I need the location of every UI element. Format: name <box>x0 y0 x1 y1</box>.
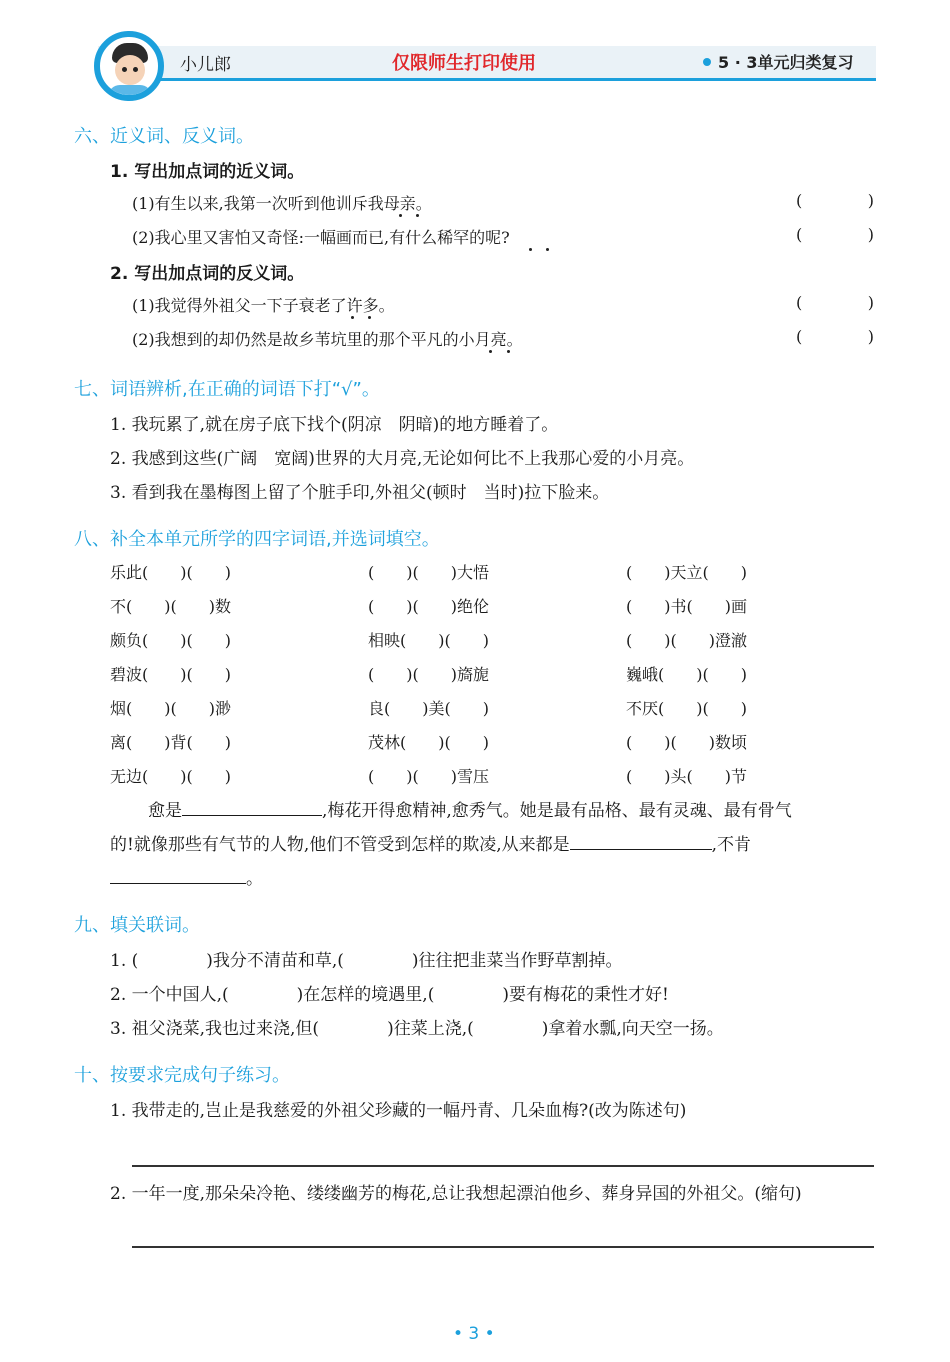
s10-answer-line-2[interactable] <box>132 1246 874 1248</box>
s6-q1-answer-1[interactable]: ( ) <box>796 191 874 210</box>
section-8-title: 八、补全本单元所学的四字词语,并选词填空。 <box>74 529 440 550</box>
idiom-r7-c1[interactable]: 无边( )( ) <box>110 767 231 786</box>
s8-blank-2[interactable] <box>570 831 712 850</box>
idiom-r7-c3[interactable]: ( )头( )节 <box>626 767 747 786</box>
section-9-title: 九、填关联词。 <box>74 915 200 936</box>
idiom-r7-c2[interactable]: ( )( )雪压 <box>368 767 489 786</box>
idiom-r1-c2[interactable]: ( )( )大悟 <box>368 563 489 582</box>
idiom-r3-c3[interactable]: ( )( )澄澈 <box>626 631 747 650</box>
s8-paragraph-line-1: 愈是 ,梅花开得愈精神,愈秀气。她是最有品格、最有灵魂、最有骨气 <box>148 796 792 821</box>
idiom-r3-c1[interactable]: 颇负( )( ) <box>110 631 231 650</box>
idiom-r6-c3[interactable]: ( )( )数顷 <box>626 733 747 752</box>
s8-paragraph-line-2: 的!就像那些有气节的人物,他们不管受到怎样的欺凌,从来都是 ,不肯 <box>110 830 751 855</box>
section-10-title: 十、按要求完成句子练习。 <box>74 1065 290 1086</box>
idiom-r1-c3[interactable]: ( )天立( ) <box>626 563 747 582</box>
s6-q2-item-1: (1)我觉得外祖父一下子衰老了许多。 <box>132 296 395 315</box>
idiom-r5-c3[interactable]: 不厌( )( ) <box>626 699 747 718</box>
unit-title: 5 · 3单元归类复习 <box>718 53 854 72</box>
s10-item-1: 1. 我带走的,岂止是我慈爱的外祖父珍藏的一幅丹青、几朵血梅?(改为陈述句) <box>110 1101 687 1121</box>
s6-q1-answer-2[interactable]: ( ) <box>796 225 874 244</box>
s10-item-2: 2. 一年一度,那朵朵冷艳、缕缕幽芳的梅花,总让我想起漂泊他乡、葬身异国的外祖父。(缩句) <box>110 1184 802 1204</box>
idiom-r5-c2[interactable]: 良( )美( ) <box>368 699 489 718</box>
section-6-title: 六、近义词、反义词。 <box>74 126 254 147</box>
s10-answer-line-1[interactable] <box>132 1165 874 1167</box>
s9-item-1[interactable]: 1. ( )我分不清苗和草,( )往往把韭菜当作野草割掉。 <box>110 951 623 971</box>
idiom-r2-c3[interactable]: ( )书( )画 <box>626 597 747 616</box>
s6-q2-answer-2[interactable]: ( ) <box>796 327 874 346</box>
brand-name: 小儿郎 <box>180 55 231 75</box>
idiom-r4-c3[interactable]: 巍峨( )( ) <box>626 665 747 684</box>
idiom-r3-c2[interactable]: 相映( )( ) <box>368 631 489 650</box>
idiom-r2-c1[interactable]: 不( )( )数 <box>110 597 231 616</box>
idiom-r2-c2[interactable]: ( )( )绝伦 <box>368 597 489 616</box>
idiom-r5-c1[interactable]: 烟( )( )渺 <box>110 699 231 718</box>
s9-item-3[interactable]: 3. 祖父浇菜,我也过来浇,但( )往菜上浇,( )拿着水瓢,向天空一扬。 <box>110 1019 724 1039</box>
s6-q1-title: 1. 写出加点词的近义词。 <box>110 162 305 182</box>
header-rule <box>98 78 876 81</box>
s7-item-2: 2. 我感到这些(广阔 宽阔)世界的大月亮,无论如何比不上我那心爱的小月亮。 <box>110 449 695 469</box>
s6-q1-item-1: (1)有生以来,我第一次听到他训斥我母亲。 <box>132 194 432 213</box>
s8-blank-1[interactable] <box>182 797 322 816</box>
section-7-title: 七、词语辨析,在正确的词语下打“√”。 <box>74 379 380 400</box>
idiom-r6-c1[interactable]: 离( )背( ) <box>110 733 231 752</box>
idiom-r4-c2[interactable]: ( )( )旖旎 <box>368 665 489 684</box>
idiom-r4-c1[interactable]: 碧波( )( ) <box>110 665 231 684</box>
s6-q1-item-2: (2)我心里又害怕又奇怪:一幅画而已,有什么稀罕的呢? <box>132 228 510 247</box>
unit-bullet-icon <box>703 58 711 66</box>
print-notice: 仅限师生打印使用 <box>392 53 536 74</box>
s6-q2-answer-1[interactable]: ( ) <box>796 293 874 312</box>
idiom-r1-c1[interactable]: 乐此( )( ) <box>110 563 231 582</box>
s6-q2-item-2: (2)我想到的却仍然是故乡苇坑里的那个平凡的小月亮。 <box>132 330 523 349</box>
idiom-r6-c2[interactable]: 茂林( )( ) <box>368 733 489 752</box>
s7-item-3: 3. 看到我在墨梅图上留了个脏手印,外祖父(顿时 当时)拉下脸来。 <box>110 483 610 503</box>
s7-item-1: 1. 我玩累了,就在房子底下找个(阴凉 阴暗)的地方睡着了。 <box>110 415 559 435</box>
logo-boy-icon <box>94 31 164 101</box>
s8-blank-3[interactable] <box>110 865 246 884</box>
page-number: • 3 • <box>453 1324 495 1344</box>
s8-paragraph-line-3: 。 <box>110 864 263 889</box>
s6-q2-title: 2. 写出加点词的反义词。 <box>110 264 305 284</box>
s9-item-2[interactable]: 2. 一个中国人,( )在怎样的境遇里,( )要有梅花的秉性才好! <box>110 985 669 1005</box>
